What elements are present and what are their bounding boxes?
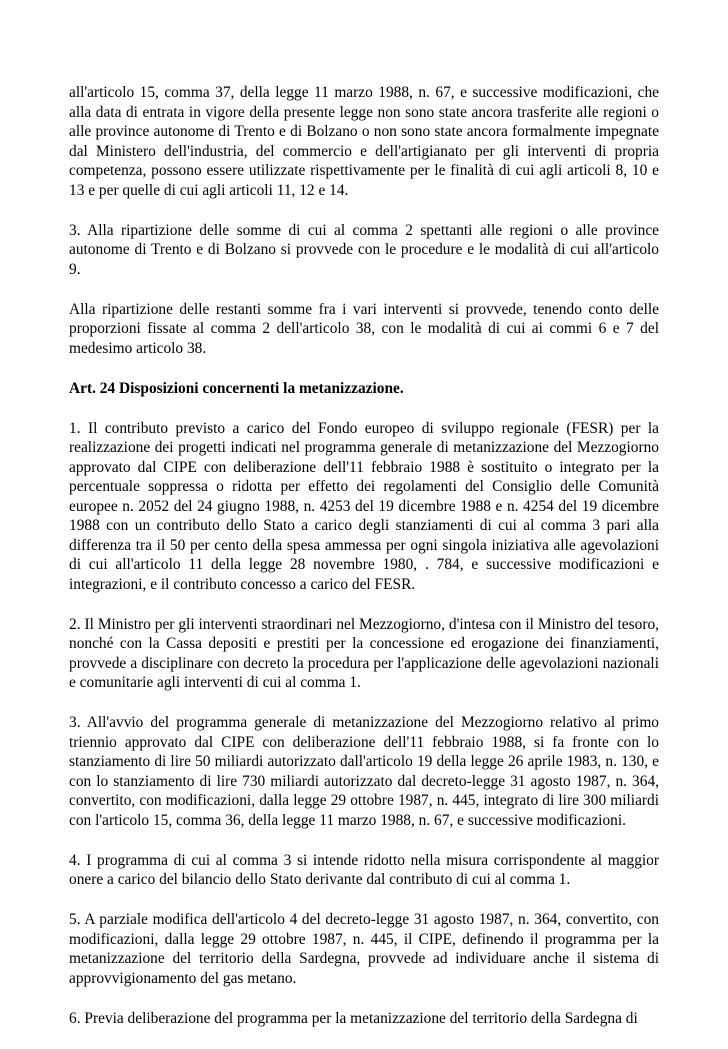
paragraph-continuation: all'articolo 15, comma 37, della legge 11 marzo 1988, n. 67, e successive modificazioni, che alla data di entrata in vigore della presente legge non sono state ancora trasferite alle regioni o alle province autonome di Trento e di Bolzano o non sono state ancora formalmente impegnate dal Ministero dell'industria, del commercio e dell'artigianato per gli interventi di propria competenza, possono essere utilizzate rispettivamente per le finalità di cui agli articoli 8, 10 e 13 e per quelle di cui agli articoli 11, 12 e 14. xyxy=(69,84,659,199)
paragraph-art24-comma-4: 4. I programma di cui al comma 3 si intende ridotto nella misura corrispondente al maggior onere a carico del bilancio dello Stato derivante dal contributo di cui al comma 1. xyxy=(69,851,659,888)
paragraph-art24-comma-5: 5. A parziale modifica dell'articolo 4 del decreto-legge 31 agosto 1987, n. 364, convertito, con modificazioni, dalla legge 29 ottobre 1987, n. 445, il CIPE, definendo il programma per la metanizzazione del territorio della Sardegna, provvede ad individuare anche il sistema di approvvigionamento del gas metano. xyxy=(69,911,659,987)
article-heading: Art. 24 Disposizioni concernenti la metanizzazione. xyxy=(69,379,404,397)
paragraph-comma-3: 3. Alla ripartizione delle somme di cui al comma 2 spettanti alle regioni o alle province autonome di Trento e di Bolzano si provvede con le procedure e le modalità di cui all'articolo 9. xyxy=(69,221,659,278)
paragraph-ripartizione: Alla ripartizione delle restanti somme fra i vari interventi si provvede, tenendo conto delle proporzioni fissate al comma 2 dell'articolo 38, con le modalità di cui ai commi 6 e 7 del medesimo articolo 38. xyxy=(69,300,659,357)
paragraph-art24-comma-1: 1. Il contributo previsto a carico del Fondo europeo di sviluppo regionale (FESR) per la realizzazione dei progetti indicati nel programma generale di metanizzazione del Mezzogiorno approvato dal CIPE con deliberazione dell'11 febbraio 1988 è sostituito o integrato per la percentuale soppressa o ridotta per effetto dei regolamenti del Consiglio delle Comunità europee n. 2052 del 24 giugno 1988, n. 4253 del 19 dicembre 1988 e n. 4254 del 19 dicembre 1988 con un contributo dello Stato a carico degli stanziamenti di cui al comma 3 pari alla differenza tra il 50 per cento della spesa ammessa per ogni singola iniziativa alle agevolazioni di cui all'articolo 11 della legge 28 novembre 1980, . 784, e successive modificazioni e integrazioni, e il contributo concesso a carico del FESR. xyxy=(69,419,659,593)
paragraph-art24-comma-2: 2. Il Ministro per gli interventi straordinari nel Mezzogiorno, d'intesa con il Ministro del tesoro, nonché con la Cassa depositi e prestiti per la concessione ed erogazione dei finanziamenti, provvede a disciplinare con decreto la procedura per l'applicazione delle agevolazioni nazionali e comunitarie agli interventi di cui al comma 1. xyxy=(69,615,659,691)
paragraph-art24-comma-6: 6. Previa deliberazione del programma per la metanizzazione del territorio della Sardegna di xyxy=(69,1009,638,1027)
paragraph-art24-comma-3: 3. All'avvio del programma generale di metanizzazione del Mezzogiorno relativo al primo triennio approvato dal CIPE con deliberazione dell'11 febbraio 1988, si fa fronte con lo stanziamento di lire 50 miliardi autorizzato dall'articolo 19 della legge 26 aprile 1983, n. 130, e con lo stanziamento di lire 730 miliardi autorizzato dal decreto-legge 31 agosto 1987, n. 364, convertito, con modificazioni, dalla legge 29 ottobre 1987, n. 445, integrato di lire 300 miliardi con l'articolo 15, comma 36, della legge 11 marzo 1988, n. 67, e successive modificazioni. xyxy=(69,714,659,829)
document-page xyxy=(69,83,659,1049)
